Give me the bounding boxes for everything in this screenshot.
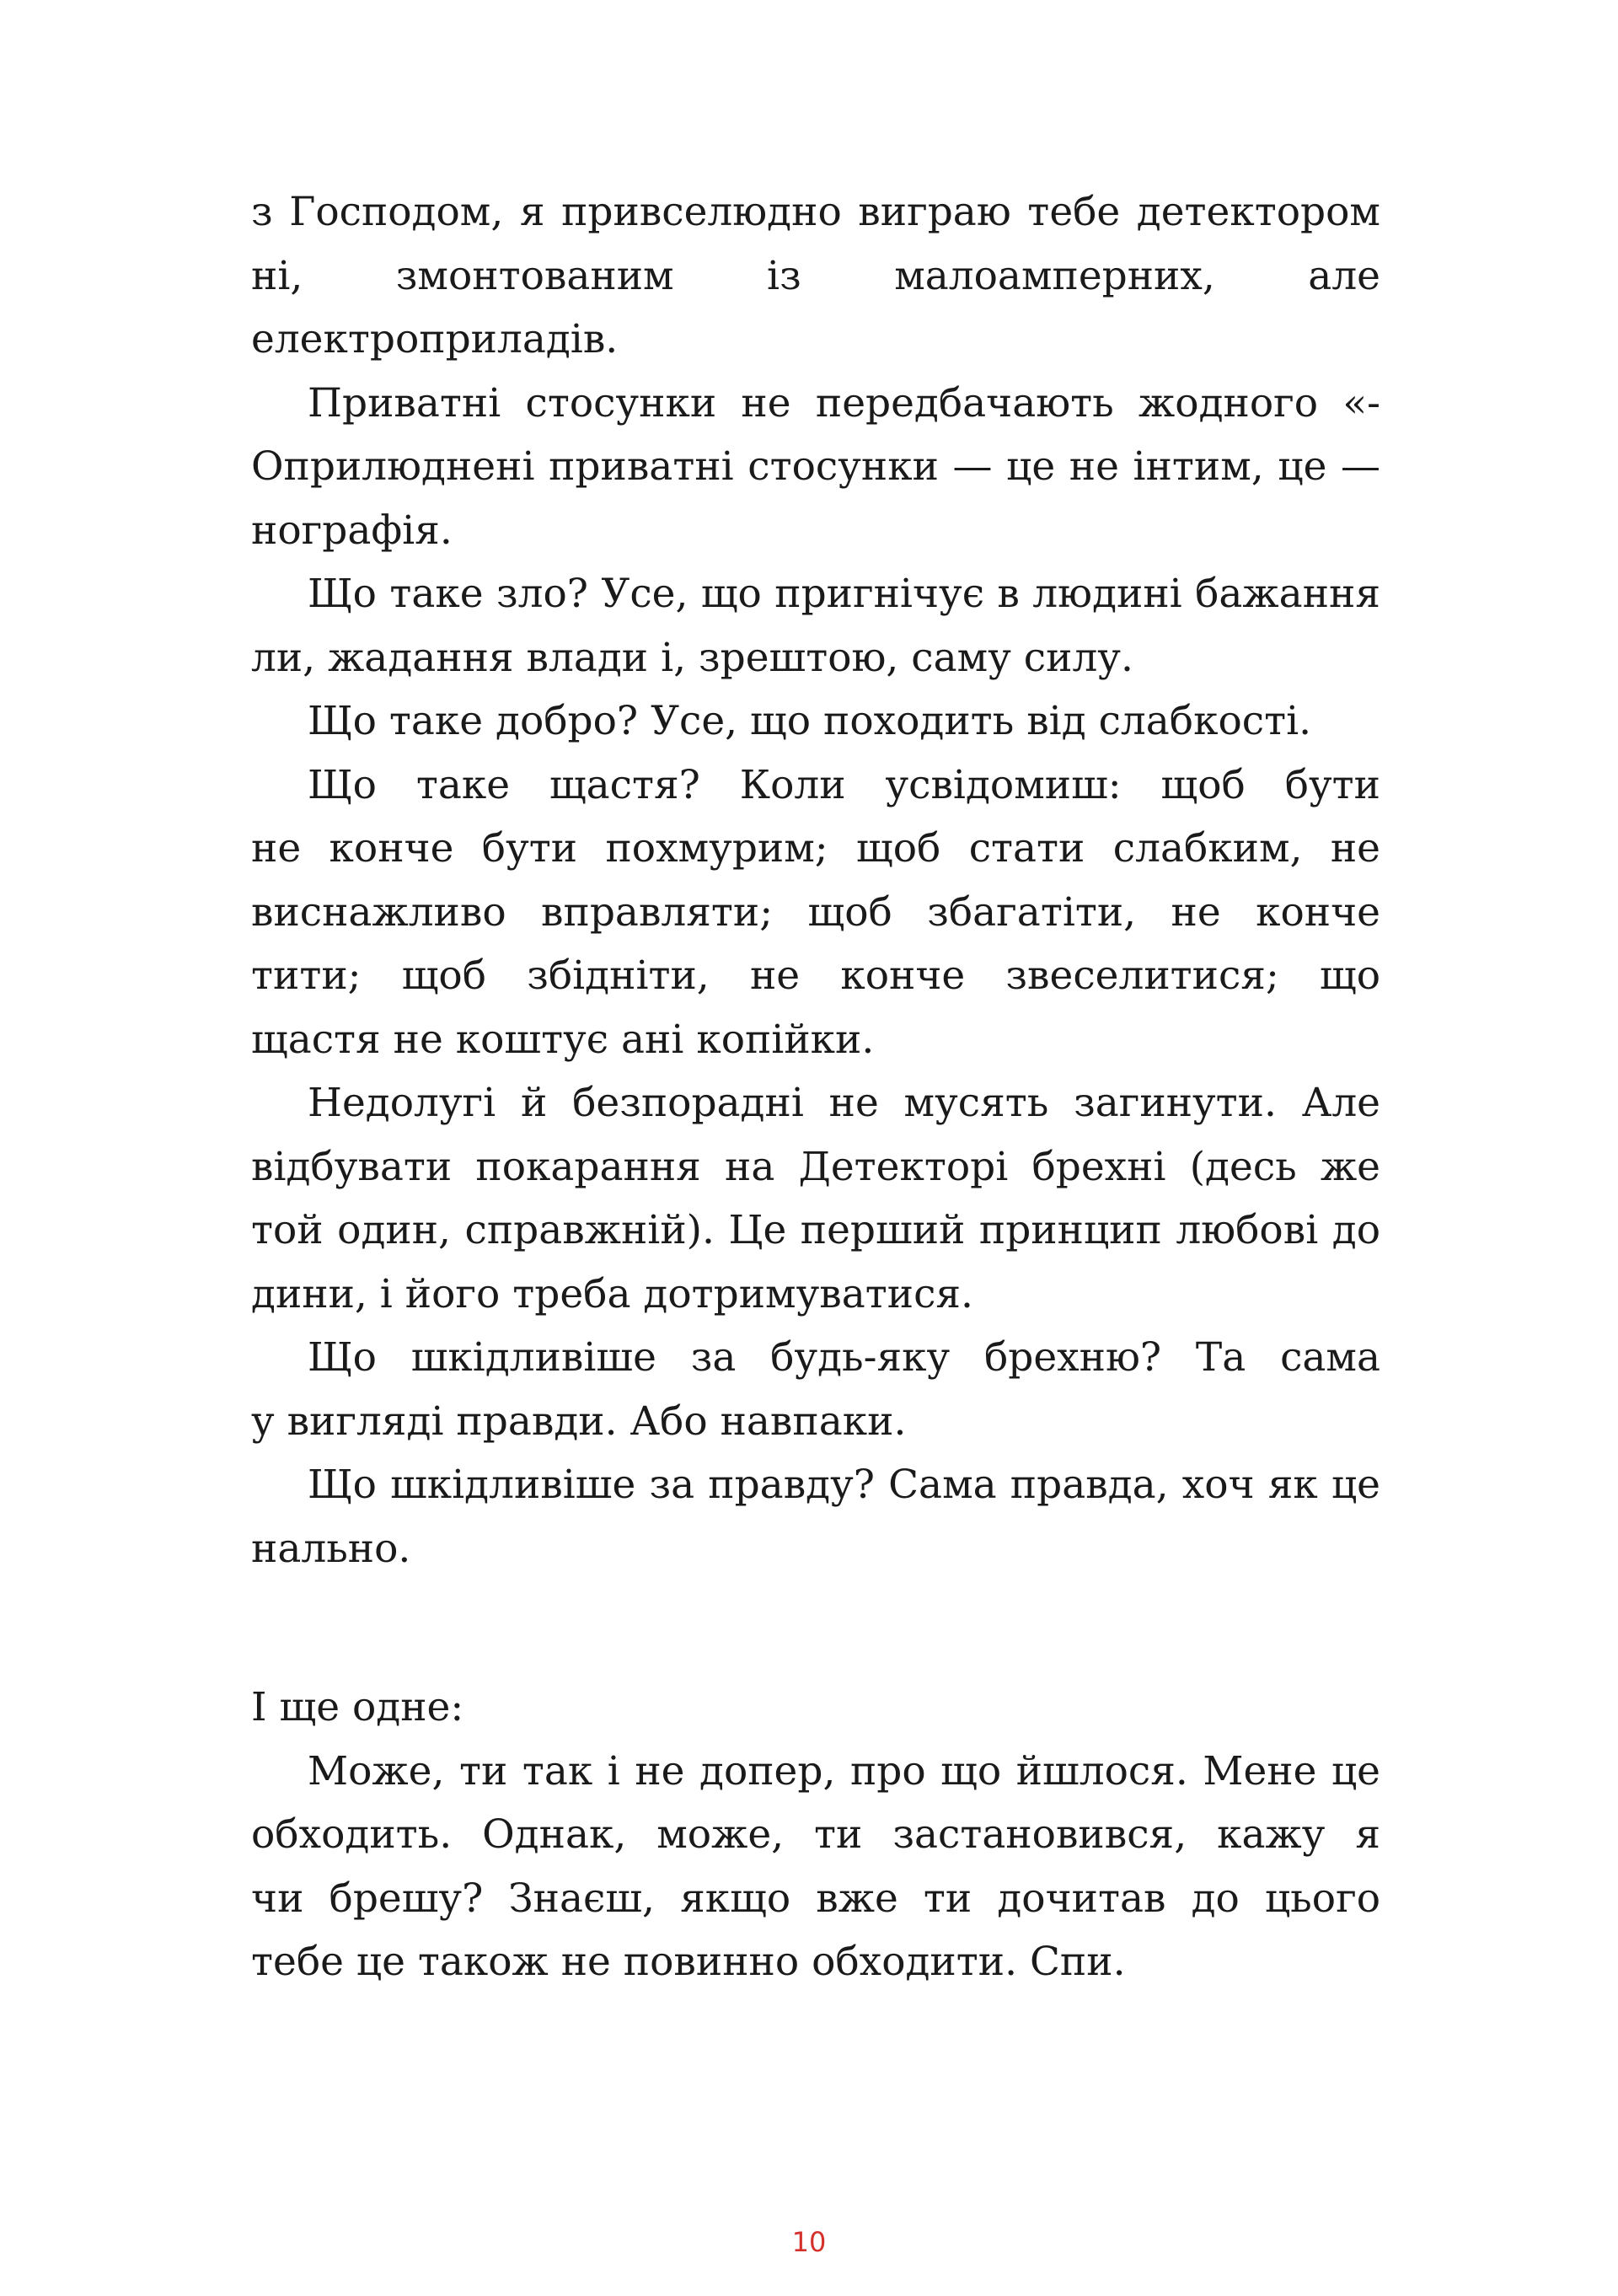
- paragraph-first-line: Що таке добро? Усе, що походить від слабкості.: [308, 698, 1312, 744]
- text-line: з Господом, я привселюдно виграю тебе детектором: [251, 189, 1380, 235]
- text-line: нально.: [251, 1525, 411, 1572]
- page-number: 10: [791, 2226, 827, 2258]
- closing-text-block: [251, 1676, 1380, 1994]
- paragraph-first-line: Що таке щастя? Коли усвідомиш: щоб бути: [308, 761, 1380, 808]
- paragraph-first-line: Може, ти так і не допер, про що йшлося. Мене це: [308, 1747, 1380, 1794]
- text-line: виснажливо вправляти; щоб збагатіти, не конче: [251, 888, 1380, 936]
- text-line: обходить. Однак, може, ти застановився, кажу я: [251, 1811, 1380, 1858]
- text-line: дини, і його треба дотримуватися.: [251, 1270, 973, 1317]
- text-line: ні, змонтованим із малоамперних, але: [251, 252, 1380, 299]
- paragraph-first-line: Недолугі й безпорадні не мусять загинути. Але: [308, 1080, 1380, 1126]
- text-line: не конче бути похмурим; щоб стати слабким, не: [251, 825, 1380, 872]
- text-line: у вигляді правди. Або навпаки.: [251, 1397, 907, 1445]
- text-line: той один, справжній). Це перший принцип любові до: [251, 1207, 1380, 1253]
- text-line: тебе це також не повинно обходити. Спи.: [251, 1939, 1126, 1985]
- main-text-block: [251, 180, 1380, 1580]
- text-line: І ще одне:: [251, 1684, 464, 1730]
- text-line: Оприлюднені приватні стосунки — це не інтим, це —: [251, 443, 1380, 490]
- text-line: тити; щоб збідніти, не конче звеселитися; що: [251, 952, 1380, 999]
- text-line: електроприладів.: [251, 316, 619, 362]
- text-line: відбувати покарання на Детекторі брехні (десь же: [251, 1143, 1380, 1190]
- text-line: нографія.: [251, 507, 453, 554]
- text-line: чи брешу? Знаєш, якщо вже ти дочитав до цього: [251, 1875, 1380, 1922]
- paragraph-first-line: Що таке зло? Усе, що пригнічує в людині бажання: [308, 571, 1380, 617]
- text-line: щастя не коштує ані копійки.: [251, 1016, 875, 1063]
- paragraph-first-line: Приватні стосунки не передбачають жодного «-: [308, 379, 1380, 426]
- paragraph-first-line: Що шкідливіше за будь-яку брехню? Та сама: [308, 1334, 1380, 1381]
- paragraph-first-line: Що шкідливіше за правду? Сама правда, хоч як це: [308, 1462, 1380, 1508]
- text-line: ли, жадання влади і, зрештою, саму силу.: [251, 634, 1133, 681]
